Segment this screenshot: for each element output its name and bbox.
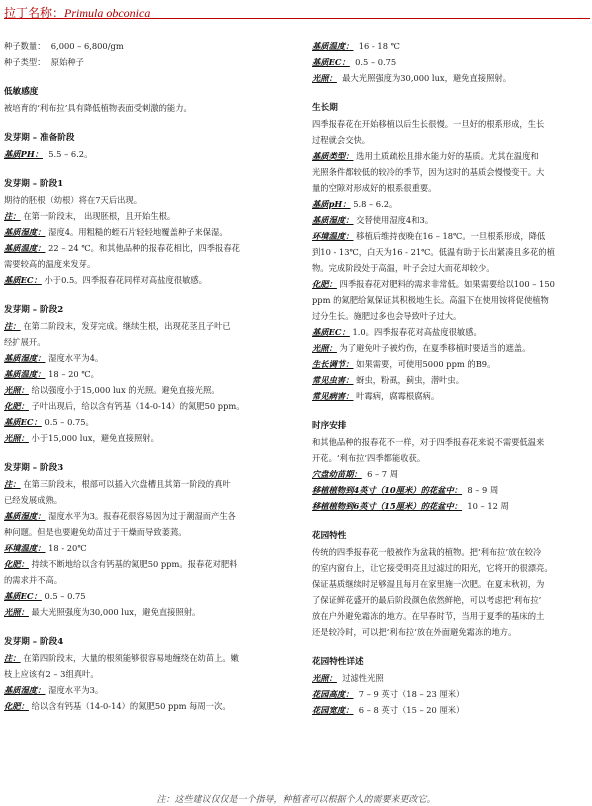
stage1-ec: 基质EC： 小于0.5。四季报春花同样对高盐度很敏感。 — [4, 275, 208, 285]
paragraph-line: 四季报春花在开始移植以后生长很慢。一旦好的根系形成，生长 — [312, 119, 545, 129]
schedule-plug: 穴盘幼苗期： 6 – 7 周 — [312, 469, 398, 479]
growth-env-temp-cont: 到10 - 13℃，白天为16 - 21℃。低温有助于长出紧凑且多花的植 — [312, 247, 555, 257]
stage1-note: 注： 在第一阶段末， 出现胚根，且开始生根。 — [4, 211, 176, 221]
growth-disease: 常见病害： 叶霉病，腐霉根腐病。 — [312, 391, 440, 401]
details-height: 花园高度： 7 – 9 英寸（18 – 23 厘米） — [312, 689, 465, 699]
paragraph-line: 还是较冷时，可以把‘利布拉’放在外面避免霜冻的地方。 — [312, 627, 517, 637]
paragraph-line: 的室内窗台上，让它接受明亮且过滤过的阳光，它将开的很漂亮。 — [312, 563, 553, 573]
growth-env-temp-cont: 物。完成阶段处于高温，叶子会过大而花却较少。 — [312, 263, 495, 273]
section-title: 发芽期 – 阶段2 — [4, 305, 64, 315]
growth-fert: 化肥： 四季报春花对肥料的需求非常低。如果需要给以100 – 150 — [312, 279, 555, 289]
section-title: 低敏感度 — [4, 87, 39, 97]
section-title: 发芽期 – 阶段1 — [4, 179, 64, 189]
stage3-note-cont: 已经发展成熟。 — [4, 495, 63, 505]
growth-humidity: 基质湿度： 交替使用湿度4和3。 — [312, 215, 434, 225]
paragraph-line: 期待的胚根（幼根）将在7天后出现。 — [4, 195, 143, 205]
top-light: 光照： 最大光照强度为30,000 lux，避免直接照射。 — [312, 73, 511, 83]
section-title: 发芽期 – 准备阶段 — [4, 133, 75, 143]
growth-pests: 常见虫害： 蚜虫，粉虱，蓟虫，潜叶虫。 — [312, 375, 465, 385]
schedule-pot4: 移植植物到4英寸（10厘米）的花盆中： 8 – 9 周 — [312, 485, 499, 495]
paragraph-line: 放在户外避免霜冻的地方。在早春时节，当用于夏季的基床的土 — [312, 611, 545, 621]
growth-light: 光照： 为了避免叶子被灼伤，在夏季移植时要适当的遮盖。 — [312, 343, 531, 353]
growth-regulator: 生长调节： 如果需要，可使用5000 ppm 的B9。 — [312, 359, 496, 369]
left-column — [4, 38, 294, 714]
growth-ec: 基质EC： 1.0。四季报春花对高盐度很敏感。 — [312, 327, 482, 337]
paragraph-line: 和其他品种的报春花不一样，对于四季报春花来说不需要低温来 — [312, 437, 545, 447]
paragraph-line: 过程就会交快。 — [312, 135, 371, 145]
stage2-light2: 光照： 小于15,000 lux，避免直接照射。 — [4, 433, 159, 443]
stage2-fert: 化肥： 子叶出现后，给以含有钙基（14-0-14）的氮肥50 ppm。 — [4, 401, 245, 411]
page-header — [4, 2, 590, 20]
stage3-fert: 化肥： 持续不断地给以含有钙基的氮肥50 ppm。报春花对肥料 — [4, 559, 238, 569]
paragraph-line: 传统的四季报春花一般被作为盆栽的植物。把‘利布拉’放在较冷 — [312, 547, 542, 557]
details-light: 光照： 过滤性光照 — [312, 673, 384, 683]
top-temp: 基质温度： 16 - 18 ℃ — [312, 41, 400, 51]
stage3-fert-cont: 的需求并不高。 — [4, 575, 63, 585]
header-rule — [4, 18, 590, 19]
growth-env-temp: 环境温度： 移植后维持夜晚在16 – 18℃。一旦根系形成，降低 — [312, 231, 546, 241]
right-column — [312, 38, 588, 718]
section-title: 发芽期 – 阶段4 — [4, 637, 64, 647]
paragraph-line: 开花。‘利布拉’四季都能收获。 — [312, 453, 426, 463]
growth-medium: 基质类型： 选用土质疏松且排水能力好的基质。尤其在温度和 — [312, 151, 539, 161]
growth-fert-cont: 过分生长。施肥过多也会导致叶子过大。 — [312, 311, 462, 321]
seed-count: 种子数量： 6,000 – 6,800/gm — [4, 41, 124, 51]
seed-type: 种子类型： 原始种子 — [4, 57, 84, 67]
stage1-temp: 基质温度： 22 – 24 ℃。和其他品种的报春花相比，四季报春花 — [4, 243, 240, 253]
stage1-humidity: 基质湿度： 湿度4。用粗糙的蛭石片轻轻地覆盖种子来保湿。 — [4, 227, 228, 237]
stage3-light: 光照： 最大光照强度为30,000 lux，避免直接照射。 — [4, 607, 201, 617]
section-title: 发芽期 – 阶段3 — [4, 463, 64, 473]
section-title: 花园特性 — [312, 531, 347, 541]
prep-ph: 基质PH： 5.5 – 6.2。 — [4, 149, 93, 159]
section-title: 生长期 — [312, 103, 338, 113]
stage3-env-temp: 环境温度： 18 - 20℃ — [4, 543, 87, 553]
footer-note: 注：这些建议仅仅是一个指导，种植者可以根据个人的需要来更改它。 — [156, 795, 436, 805]
growth-medium-cont: 光照条件都较低的较冷的季节，因为这时的基质会慢慢变干。大 — [312, 167, 545, 177]
stage2-light: 光照： 给以强度小于15,000 lux 的光照。避免直接光照。 — [4, 385, 220, 395]
section-title: 时序安排 — [312, 421, 347, 431]
stage4-humidity: 基质湿度： 湿度水平为3。 — [4, 685, 104, 695]
stage3-note: 注： 在第三阶段末，根部可以插入穴盘槽且其第一阶段的真叶 — [4, 479, 231, 489]
growth-ph: 基质pH： 5.8 – 6.2。 — [312, 199, 398, 209]
schedule-pot6: 移植植物到6英寸（15厘米）的花盆中： 10 – 12 周 — [312, 501, 509, 511]
stage1-temp-cont: 需要较高的温度来发芽。 — [4, 259, 96, 269]
stage4-note-cont: 枝上应该有2 – 3组真叶。 — [4, 669, 99, 679]
growth-fert-cont: ppm 的氮肥给氮保证其积极地生长。高温下在使用铵将促使植物 — [312, 295, 549, 305]
stage2-note-cont: 经扩展开。 — [4, 337, 46, 347]
section-title: 花园特性详述 — [312, 657, 364, 667]
stage4-fert: 化肥： 给以含有钙基（14-0-14）的氮肥50 ppm 每周一次。 — [4, 701, 231, 711]
stage2-humidity: 基质湿度： 湿度水平为4。 — [4, 353, 104, 363]
stage3-humidity: 基质湿度： 湿度水平为3。报春花很容易因为过于潮湿而产生各 — [4, 511, 236, 521]
growth-medium-cont: 量的空隙对形成好的根系很重要。 — [312, 183, 437, 193]
details-spread: 花园宽度： 6 – 8 英寸（15 – 20 厘米） — [312, 705, 465, 715]
stage3-ec: 基质EC： 0.5 – 0.75 — [4, 591, 86, 601]
stage3-humidity-cont: 种问题。但是也要避免幼苗过于干燥而导致萎蔫。 — [4, 527, 187, 537]
stage2-ec: 基质EC： 0.5 – 0.75。 — [4, 417, 94, 427]
top-ec: 基质EC： 0.5 – 0.75 — [312, 57, 397, 67]
paragraph-line: 被培育的‘利布拉’具有降低植物表面受刺激的能力。 — [4, 103, 192, 113]
latin-name-heading: 拉丁名称：Primula obconica — [4, 6, 151, 20]
paragraph-line: 了保证鲜花盛开的最后阶段颜色依然鲜艳，可以考虑把‘利布拉’ — [312, 595, 542, 605]
stage2-note: 注： 在第二阶段末，发芽完成。继续生根，出现花茎且子叶已 — [4, 321, 231, 331]
stage4-note: 注： 在第四阶段末，大量的根须能够很容易地缠绕在幼苗上。嫩 — [4, 653, 239, 663]
paragraph-line: 保证基质继续时足够湿且每月在家里施一次肥。在夏末秋初，为 — [312, 579, 545, 589]
stage2-temp: 基质温度： 18 – 20 ℃。 — [4, 369, 99, 379]
